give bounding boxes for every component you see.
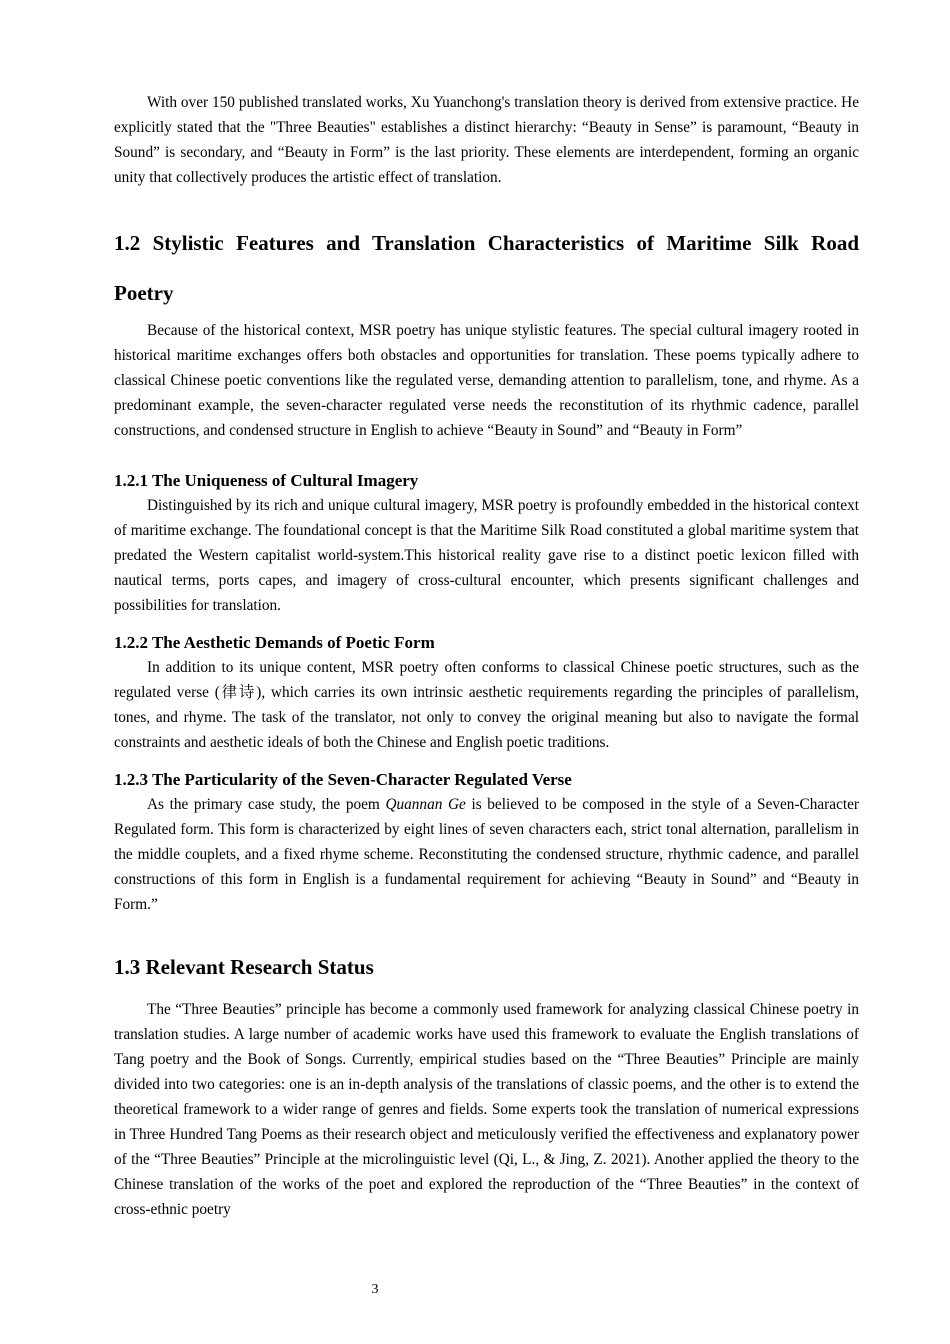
section-1-2-2-paragraph: In addition to its unique content, MSR poetry often conforms to classical Chinese poetic structures, such as the regulated verse (律诗), which carries its own intrinsic aesthetic requirements regarding the principles of parallelism, tones, and rhyme. The task of the translator, not only to convey the original meaning but also to navigate the formal constraints and aesthetic ideals of both the Chinese and English poetic traditions. bbox=[114, 659, 859, 751]
document-page bbox=[114, 90, 859, 1222]
poem-title: Quannan Ge bbox=[385, 796, 466, 813]
section-1-2-3-heading: 1.2.3 The Particularity of the Seven-Character Regulated Verse bbox=[114, 770, 572, 789]
section-1-2-2-heading: 1.2.2 The Aesthetic Demands of Poetic Form bbox=[114, 633, 435, 652]
paragraph-text-start: As the primary case study, the poem bbox=[147, 796, 386, 813]
section-1-2-1-heading: 1.2.1 The Uniqueness of Cultural Imagery bbox=[114, 471, 419, 490]
section-1-2-3-paragraph bbox=[114, 792, 859, 917]
paragraph-text-end: is believed to be composed in the style of a Seven-Character Regulated form. This form is characterized by eight lines of seven characters each, strict tonal alternation, parallelism in the middle couplets, and a fixed rhyme scheme. Reconstituting the condensed structure, rhythmic cadence, and parallel constructions of this form in English is a fundamental requirement for achieving “Beauty in Sound” and “Beauty in Form.” bbox=[114, 796, 859, 913]
section-1-3-heading: 1.3 Relevant Research Status bbox=[114, 955, 374, 979]
page-number: 3 bbox=[371, 1282, 379, 1297]
intro-paragraph: With over 150 published translated works, Xu Yuanchong's translation theory is derived from extensive practice. He explicitly stated that the "Three Beauties" establishes a distinct hierarchy: “Beauty in Sense” is paramount, “Beauty in Sound” is secondary, and “Beauty in Form” is the last priority. These elements are interdependent, forming an organic unity that collectively produces the artistic effect of translation. bbox=[114, 94, 859, 186]
section-1-2-paragraph: Because of the historical context, MSR poetry has unique stylistic features. The special cultural imagery rooted in historical maritime exchanges offers both obstacles and opportunities for translation. These poems typically adhere to classical Chinese poetic conventions like the regulated verse, demanding attention to parallelism, tone, and rhyme. As a predominant example, the seven-character regulated verse needs the reconstitution of its rhythmic cadence, parallel constructions, and condensed structure in English to achieve “Beauty in Sound” and “Beauty in Form” bbox=[114, 322, 859, 439]
section-1-2-1-paragraph: Distinguished by its rich and unique cultural imagery, MSR poetry is profoundly embedded in the historical context of maritime exchange. The foundational concept is that the Maritime Silk Road constituted a global maritime system that predated the Western capitalist world-system.This historical reality gave rise to a distinct poetic lexicon filled with nautical terms, ports capes, and imagery of cross-cultural encounter, which presents significant challenges and possibilities for translation. bbox=[114, 497, 859, 614]
section-1-3-paragraph: The “Three Beauties” principle has become a commonly used framework for analyzing classical Chinese poetry in translation studies. A large number of academic works have used this framework to evaluate the English translations of Tang poetry and the Book of Songs. Currently, empirical studies based on the “Three Beauties” Principle are mainly divided into two categories: one is an in-depth analysis of the translations of classic poems, and the other is to extend the theoretical framework to a wider range of genres and fields. Some experts took the translation of numerical expressions in Three Hundred Tang Poems as their research object and meticulously verified the effectiveness and explanatory power of the “Three Beauties” Principle at the microlinguistic level (Qi, L., & Jing, Z. 2021). Another applied the theory to the Chinese translation of the works of the poet and explored the reproduction of the “Three Beauties” in the context of cross-ethnic poetry bbox=[114, 1001, 859, 1218]
section-1-2-heading: 1.2 Stylistic Features and Translation Characteristics of Maritime Silk Road Poetry bbox=[114, 231, 859, 305]
